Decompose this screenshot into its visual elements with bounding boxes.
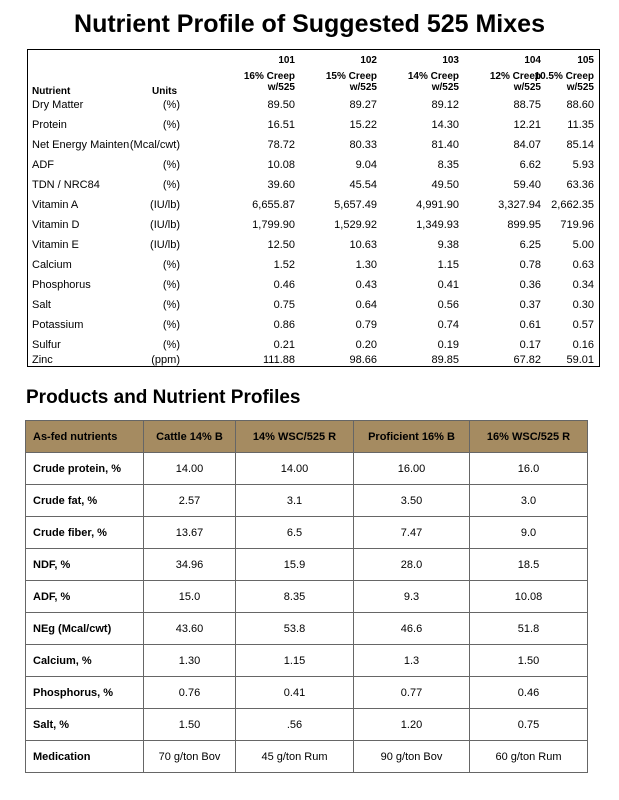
table-row: [28, 139, 599, 159]
table-row: [26, 677, 588, 709]
value-cell: 59.40: [513, 179, 541, 191]
table-row: [28, 354, 599, 374]
nutrient-units: (%): [162, 279, 180, 291]
table-row: [26, 581, 588, 613]
row-label: Crude protein, %: [26, 453, 144, 485]
table-row: [28, 299, 599, 319]
table-cell: 28.0: [354, 549, 470, 581]
col-header-desc: w/525: [566, 82, 594, 93]
value-cell: 3,327.94: [498, 199, 541, 211]
nutrient-name: Vitamin E: [32, 239, 79, 251]
nutrient-units: (%): [162, 259, 180, 271]
table-cell: 3.1: [236, 485, 354, 517]
nutrient-name: Salt: [32, 299, 51, 311]
table-cell: 14.00: [236, 453, 354, 485]
nutrient-name: Sulfur: [32, 339, 61, 351]
section-heading: Products and Nutrient Profiles: [26, 387, 301, 408]
table-row: [26, 453, 588, 485]
col-header-num: 103: [442, 55, 459, 66]
value-cell: 1,799.90: [252, 219, 295, 231]
table-cell: 15.0: [144, 581, 236, 613]
nutrient-units: (%): [162, 179, 180, 191]
table-cell: 51.8: [470, 613, 588, 645]
col-header-num: 105: [577, 55, 594, 66]
col-header-desc: 10.5% Creep: [534, 71, 594, 82]
nutrient-units: (%): [162, 159, 180, 171]
table-cell: 15.9: [236, 549, 354, 581]
table-cell: 60 g/ton Rum: [470, 741, 588, 773]
row-label: Calcium, %: [26, 645, 144, 677]
table-cell: 0.46: [470, 677, 588, 709]
table-cell: 3.50: [354, 485, 470, 517]
nutrient-name: Vitamin A: [32, 199, 79, 211]
value-cell: 0.36: [519, 279, 541, 291]
value-cell: 88.60: [566, 99, 594, 111]
nutrient-units: (%): [162, 119, 180, 131]
nutrient-units: (IU/lb): [150, 219, 180, 231]
value-cell: 0.37: [519, 299, 541, 311]
value-cell: 0.64: [355, 299, 377, 311]
col-header-num: 104: [524, 55, 541, 66]
table-row: [26, 709, 588, 741]
table-row: [26, 645, 588, 677]
column-header: Cattle 14% B: [144, 421, 236, 453]
table-row: [28, 319, 599, 339]
table-row: [28, 159, 599, 179]
value-cell: 0.43: [355, 279, 377, 291]
table-row: [28, 179, 599, 199]
table-cell: 2.57: [144, 485, 236, 517]
table-cell: 14.00: [144, 453, 236, 485]
value-cell: 0.86: [273, 319, 295, 331]
table-row: [26, 485, 588, 517]
value-cell: 0.17: [519, 339, 541, 351]
value-cell: 2,662.35: [551, 199, 594, 211]
col-header-desc: w/525: [267, 82, 295, 93]
table-row: [28, 199, 599, 219]
table-cell: 0.41: [236, 677, 354, 709]
col-header-desc: w/525: [431, 82, 459, 93]
table-cell: 1.15: [236, 645, 354, 677]
nutrient-name: Calcium: [32, 259, 72, 271]
value-cell: 6.25: [519, 239, 541, 251]
nutrient-units: (IU/lb): [150, 239, 180, 251]
table-cell: 9.3: [354, 581, 470, 613]
nutrient-name: Dry Matter: [32, 99, 84, 111]
value-cell: 8.35: [437, 159, 459, 171]
table-row: [28, 259, 599, 279]
col-header-desc: 15% Creep: [325, 71, 377, 82]
table-row: [26, 517, 588, 549]
value-cell: 111.88: [262, 354, 295, 366]
nutrient-name: Net Energy Mainten: [32, 139, 130, 151]
table-row: [28, 219, 599, 239]
value-cell: 45.54: [349, 179, 377, 191]
nutrient-units: (Mcal/cwt): [129, 139, 180, 151]
row-label: NDF, %: [26, 549, 144, 581]
table-cell: 1.50: [470, 645, 588, 677]
table-cell: 0.76: [144, 677, 236, 709]
value-cell: 899.95: [507, 219, 541, 231]
table-cell: 9.0: [470, 517, 588, 549]
value-cell: 0.57: [572, 319, 594, 331]
value-cell: 6,655.87: [252, 199, 295, 211]
value-cell: 5.00: [572, 239, 594, 251]
value-cell: 5,657.49: [334, 199, 377, 211]
table-cell: 8.35: [236, 581, 354, 613]
col-header-desc: 12% Creep: [489, 71, 541, 82]
value-cell: 14.30: [431, 119, 459, 131]
table-cell: 6.5: [236, 517, 354, 549]
nutrient-name: TDN / NRC84: [32, 179, 100, 191]
value-cell: 15.22: [349, 119, 377, 131]
table-cell: 1.20: [354, 709, 470, 741]
nutrient-name: Vitamin D: [32, 219, 80, 231]
row-label: Phosphorus, %: [26, 677, 144, 709]
value-cell: 0.79: [355, 319, 377, 331]
col-header-desc: w/525: [513, 82, 541, 93]
value-cell: 80.33: [349, 139, 377, 151]
table-cell: 1.30: [144, 645, 236, 677]
value-cell: 1.52: [273, 259, 295, 271]
row-label: Medication: [26, 741, 144, 773]
table-cell: 10.08: [470, 581, 588, 613]
table-row: [26, 549, 588, 581]
table-cell: 46.6: [354, 613, 470, 645]
value-cell: 63.36: [566, 179, 594, 191]
value-cell: 0.78: [519, 259, 541, 271]
value-cell: 1,349.93: [416, 219, 459, 231]
table-cell: 7.47: [354, 517, 470, 549]
value-cell: 67.82: [513, 354, 541, 366]
nutrient-name: Potassium: [32, 319, 84, 331]
value-cell: 89.50: [267, 99, 295, 111]
value-cell: 0.63: [572, 259, 594, 271]
table-cell: 16.00: [354, 453, 470, 485]
table-cell: 90 g/ton Bov: [354, 741, 470, 773]
table-cell: 18.5: [470, 549, 588, 581]
table-row: [28, 239, 599, 259]
row-label: Crude fat, %: [26, 485, 144, 517]
table-row: [28, 99, 599, 119]
value-cell: 0.61: [519, 319, 541, 331]
nutrient-units: (%): [162, 319, 180, 331]
value-cell: 59.01: [566, 354, 594, 366]
table-cell: 13.67: [144, 517, 236, 549]
table-cell: 0.75: [470, 709, 588, 741]
value-cell: 81.40: [431, 139, 459, 151]
col-header-num: 102: [360, 55, 377, 66]
value-cell: 85.14: [566, 139, 594, 151]
table-cell: 3.0: [470, 485, 588, 517]
nutrient-name: Phosphorus: [32, 279, 91, 291]
value-cell: 0.16: [572, 339, 594, 351]
value-cell: 10.63: [349, 239, 377, 251]
table-cell: 34.96: [144, 549, 236, 581]
row-label: Salt, %: [26, 709, 144, 741]
table-cell: 1.50: [144, 709, 236, 741]
value-cell: 10.08: [267, 159, 295, 171]
value-cell: 1,529.92: [334, 219, 377, 231]
nutrient-col-header: Nutrient: [32, 86, 71, 97]
value-cell: 0.46: [273, 279, 295, 291]
nutrient-units: (%): [162, 299, 180, 311]
value-cell: 11.35: [567, 119, 594, 131]
value-cell: 0.41: [437, 279, 459, 291]
table-cell: 0.77: [354, 677, 470, 709]
col-header-desc: w/525: [349, 82, 377, 93]
table-header-row: [26, 421, 588, 453]
units-col-header: Units: [152, 86, 177, 97]
nutrient-name: Zinc: [32, 354, 53, 366]
col-header-desc: 16% Creep: [243, 71, 295, 82]
products-table: [25, 420, 588, 773]
value-cell: 0.30: [572, 299, 594, 311]
value-cell: 16.51: [267, 119, 295, 131]
value-cell: 0.20: [355, 339, 377, 351]
nutrient-units: (ppm): [151, 354, 180, 366]
nutrient-name: Protein: [32, 119, 67, 131]
column-header: 16% WSC/525 R: [470, 421, 588, 453]
table-row: [28, 279, 599, 299]
table-cell: 16.0: [470, 453, 588, 485]
value-cell: 12.21: [513, 119, 541, 131]
value-cell: 9.04: [355, 159, 377, 171]
value-cell: 0.56: [437, 299, 459, 311]
value-cell: 1.30: [355, 259, 377, 271]
value-cell: 1.15: [437, 259, 459, 271]
value-cell: 98.66: [349, 354, 377, 366]
table-row: [26, 613, 588, 645]
row-label: Crude fiber, %: [26, 517, 144, 549]
column-header: Proficient 16% B: [354, 421, 470, 453]
mix-nutrient-table: [27, 49, 600, 367]
column-header: 14% WSC/525 R: [236, 421, 354, 453]
table-row: [26, 741, 588, 773]
value-cell: 0.21: [273, 339, 295, 351]
value-cell: 89.12: [431, 99, 459, 111]
nutrient-units: (IU/lb): [150, 199, 180, 211]
value-cell: 719.96: [560, 219, 594, 231]
value-cell: 6.62: [519, 159, 541, 171]
value-cell: 84.07: [513, 139, 541, 151]
table-cell: 45 g/ton Rum: [236, 741, 354, 773]
value-cell: 89.85: [431, 354, 459, 366]
value-cell: 89.27: [349, 99, 377, 111]
table-cell: 53.8: [236, 613, 354, 645]
column-header: As-fed nutrients: [26, 421, 144, 453]
value-cell: 4,991.90: [416, 199, 459, 211]
value-cell: 12.50: [267, 239, 295, 251]
page-title: Nutrient Profile of Suggested 525 Mixes: [74, 10, 545, 38]
value-cell: 0.34: [572, 279, 594, 291]
col-header-desc: 14% Creep: [407, 71, 459, 82]
row-label: ADF, %: [26, 581, 144, 613]
table-cell: 1.3: [354, 645, 470, 677]
nutrient-units: (%): [162, 99, 180, 111]
value-cell: 39.60: [267, 179, 295, 191]
value-cell: 0.75: [273, 299, 295, 311]
value-cell: 9.38: [437, 239, 459, 251]
table-cell: .56: [236, 709, 354, 741]
table-cell: 70 g/ton Bov: [144, 741, 236, 773]
table-cell: 43.60: [144, 613, 236, 645]
row-label: NEg (Mcal/cwt): [26, 613, 144, 645]
nutrient-name: ADF: [32, 159, 54, 171]
col-header-num: 101: [278, 55, 295, 66]
table-row: [28, 119, 599, 139]
value-cell: 78.72: [267, 139, 295, 151]
value-cell: 88.75: [513, 99, 541, 111]
nutrient-units: (%): [162, 339, 180, 351]
value-cell: 49.50: [431, 179, 459, 191]
value-cell: 0.19: [437, 339, 459, 351]
value-cell: 5.93: [572, 159, 594, 171]
value-cell: 0.74: [437, 319, 459, 331]
